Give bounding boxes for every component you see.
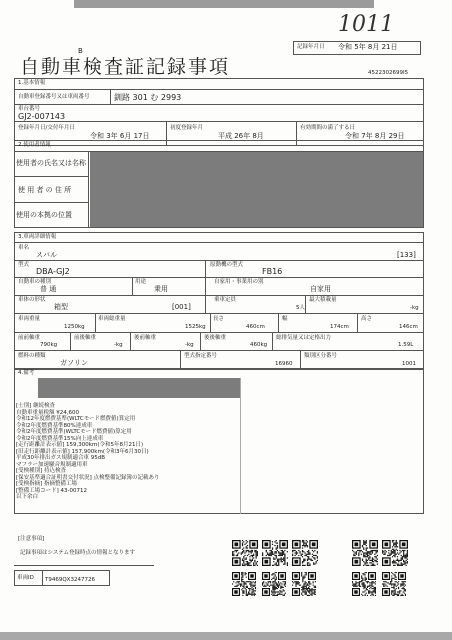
redacted-user-block	[90, 152, 423, 227]
height-value: 146cm	[399, 324, 418, 330]
remark-line: 令和2年度燃費基準(WLTCモード燃費値)算定用	[16, 429, 132, 435]
qr-code-3	[292, 540, 318, 566]
document-title: 自動車検査証記録事項	[20, 56, 231, 78]
gross-label: 車両総重量	[98, 316, 126, 322]
vehicle-detail-heading: 3.車両詳細情報	[18, 234, 57, 240]
weight-value: 1250kg	[64, 324, 85, 330]
registration-date-label: 記録年月日	[297, 44, 325, 50]
class-label: 類別区分番号	[304, 353, 338, 359]
length-label: 長さ	[213, 316, 225, 322]
document-number: 4522302699I5	[368, 70, 409, 76]
notes-text: 記録事項はシステム登録時点の情報となります	[20, 550, 135, 556]
expiry-value: 令和 7年 8月 29日	[345, 132, 405, 140]
type-no-value: 16960	[275, 361, 293, 367]
ff-value: 790kg	[40, 342, 58, 348]
capacity-value: 5人	[296, 305, 305, 311]
remark-line: 令和2年度燃費基準80%達成車	[16, 422, 93, 429]
use-label: 用途	[135, 279, 147, 285]
registration-date-value: 令和 5年 8月 21日	[338, 43, 398, 51]
model-label: 型式	[18, 262, 30, 268]
remark-line: [受検種別] 持込検査	[16, 468, 67, 474]
fuel-label: 燃料の種類	[18, 353, 46, 359]
qr-code-2	[262, 540, 288, 566]
fr-value: -kg	[114, 342, 123, 348]
use-value: 乗用	[154, 285, 168, 293]
qr-code-6	[232, 572, 256, 596]
remark-line: [受検指摘] 指摘整備工場	[16, 481, 78, 487]
remark-line: [士別] 継続検査	[16, 403, 56, 409]
first-reg-label: 登録年月日/交付年月日	[18, 125, 75, 131]
chassis-value: GJ2-007143	[18, 112, 66, 121]
gross-value: 1525kg	[185, 324, 206, 330]
first-year-label: 初度登録年月	[170, 125, 204, 131]
height-label: 高さ	[361, 316, 373, 322]
kind-value: 普 通	[40, 285, 57, 293]
vehicle-id-value: T9469QX3247726	[45, 577, 95, 583]
qr-code-4	[352, 540, 378, 566]
reg-number-label: 自動車登録番号又は車両番号	[18, 94, 90, 100]
remark-line: マフラー加速騒音規制適用車	[16, 461, 88, 468]
first-reg-value: 令和 3年 6月 17日	[90, 132, 150, 140]
capacity-label: 乗車定員	[214, 297, 237, 303]
body-label: 車体の形状	[18, 297, 46, 303]
width-value: 174cm	[330, 324, 349, 330]
expiry-label: 有効期間の満了する日	[300, 125, 356, 131]
remark-line: [走行距離計表示値] 159,300km(令和5年8月21日)	[16, 442, 144, 448]
fr-label: 前後軸重	[74, 335, 97, 341]
model-value: DBA-GJ2	[36, 267, 70, 276]
qr-code-9	[352, 572, 376, 596]
remark-line: [整備工場コード] 43-00712	[16, 487, 88, 494]
remark-line: 平成30年排出ガス規制適合車 95dB	[16, 455, 106, 461]
kind-label: 自動車の種別	[18, 279, 52, 285]
handwritten-number: 1011	[338, 12, 394, 37]
remark-line: 令和2年度燃費基準15%向上達成車	[16, 435, 104, 442]
remark-line: [保安基準適合証明書交付状況] 点検整備記録簿の記載あり	[16, 474, 160, 481]
user-name-label: 使用者の氏名又は名称	[16, 159, 86, 167]
rf-value: -kg	[185, 342, 194, 348]
class-value: 1001	[402, 361, 416, 367]
qr-code-10	[382, 572, 406, 596]
user-info-heading: 2.使用者情報	[18, 142, 51, 148]
remarks-heading: 4.備考	[18, 370, 35, 376]
maker-label: 車名	[18, 245, 30, 251]
fuel-value: ガソリン	[60, 359, 88, 367]
rf-label: 後前軸重	[134, 335, 157, 341]
notes-heading: [注意事項]	[18, 536, 45, 542]
first-year-value: 平成 26年 8月	[218, 132, 264, 140]
user-address-label: 使 用 者 の 住 所	[18, 186, 72, 194]
reg-number-value: 釧路 301 む 2993	[114, 93, 182, 102]
remark-line: 自動車重量税額 ¥24,600	[16, 409, 79, 416]
engine-value: FB16	[262, 267, 283, 276]
body-code: [001]	[172, 303, 191, 311]
basic-info-heading: 1.基本情報	[18, 80, 46, 86]
redacted-remarks-block	[38, 378, 240, 398]
maker-value: スバル	[36, 251, 57, 259]
base-location-label: 使用の本拠の位置	[16, 211, 72, 219]
body-value: 箱型	[54, 303, 68, 311]
chassis-label: 車台番号	[18, 106, 41, 112]
weight-label: 車両重量	[18, 316, 41, 322]
remark-line: 以下余白	[16, 494, 39, 500]
rr-value: 460kg	[250, 342, 268, 348]
private-label: 自家用・事業用の別	[214, 279, 264, 285]
scan-bottom-strip	[0, 632, 452, 640]
length-value: 460cm	[246, 324, 265, 330]
maker-code: [133]	[397, 251, 416, 259]
remark-line: [旧走行距離計表示値] 157,900km(令和3年6月30日)	[16, 448, 149, 455]
load-label: 最大積載量	[309, 297, 337, 303]
ff-label: 前前軸重	[18, 335, 41, 341]
displacement-label: 総排気量又は定格出力	[276, 335, 332, 341]
qr-code-7	[262, 572, 286, 596]
load-value: -kg	[410, 305, 419, 311]
type-no-label: 型式指定番号	[184, 353, 218, 359]
qr-code-8	[292, 572, 316, 596]
qr-code-5	[382, 540, 408, 566]
engine-label: 原動機の型式	[210, 262, 244, 268]
displacement-value: 1.59L	[398, 342, 414, 348]
rr-label: 後後軸重	[204, 335, 227, 341]
vehicle-id-label: 車両ID	[17, 575, 34, 581]
width-label: 幅	[282, 316, 288, 322]
qr-code-1	[232, 540, 258, 566]
b-mark: B	[78, 47, 83, 55]
remark-line: 令和12年度燃費基準(WLTCモード燃費値)算定用	[16, 416, 136, 422]
scan-top-strip	[74, 0, 374, 8]
private-value: 自家用	[310, 285, 331, 293]
